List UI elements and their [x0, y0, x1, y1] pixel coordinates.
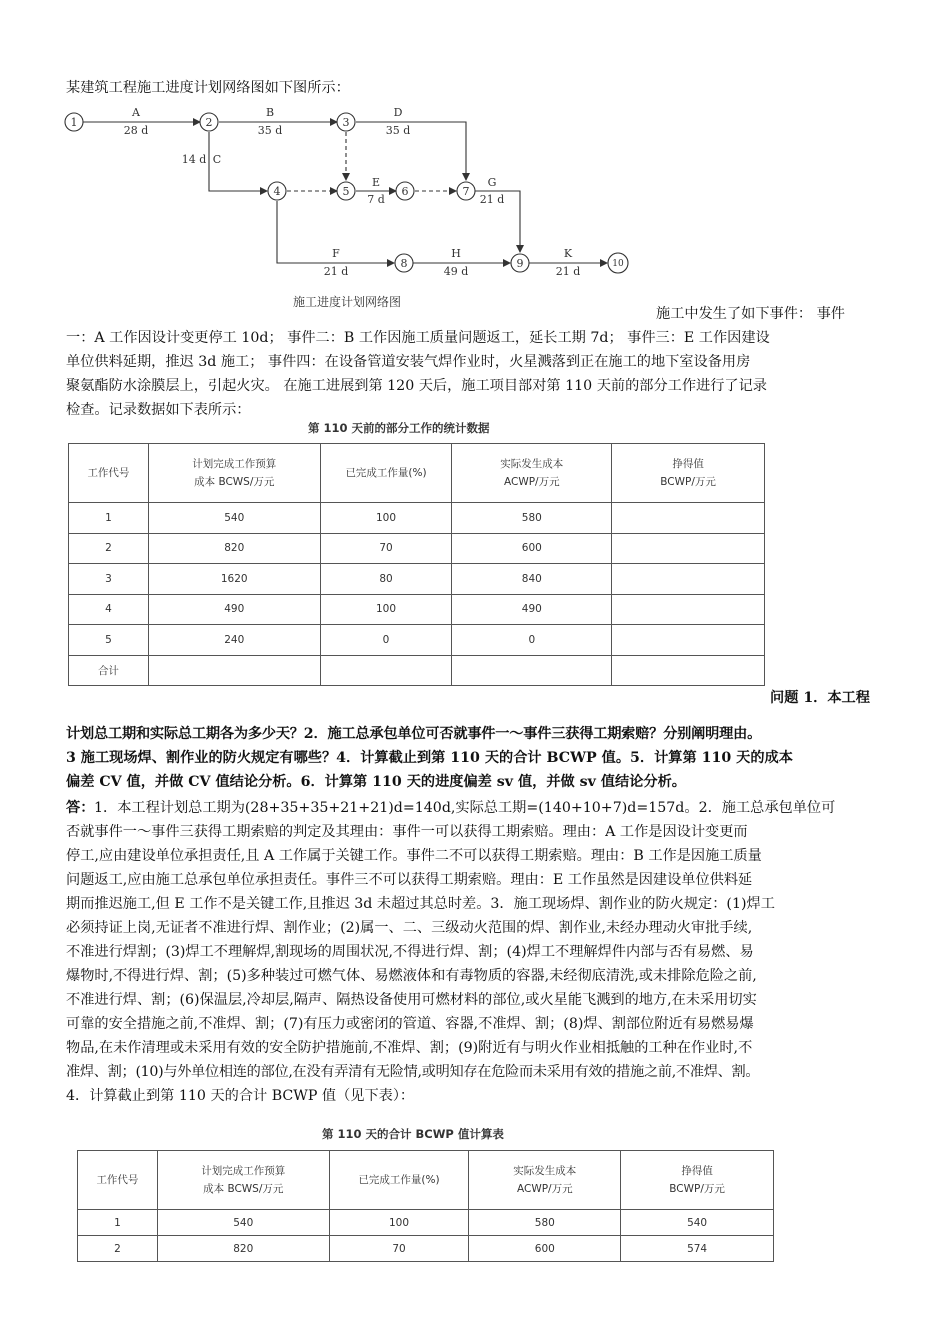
answer-line-9: 可靠的安全措施之前,不准焊、割；(7)有压力或密闭的管道、容器,不准焊、割；(8)焊、割部位附近有易燃易爆 [66, 1016, 754, 1032]
activity-H-name: H [451, 247, 461, 260]
node-label-10: 10 [612, 259, 624, 269]
questions-line-2: 3 施工现场焊、割作业的防火规定有哪些？4．计算截止到第 110 天的合计 BCWP 值。5．计算第 110 天的成本 [66, 750, 793, 766]
activity-G-duration: 21 d [479, 193, 505, 206]
table1-cell: 80 [320, 564, 452, 595]
questions-line-3: 偏差 CV 值，并做 CV 值结论分析。6．计算第 110 天的进度偏差 sv 值，并做 sv 值结论分析。 [66, 774, 686, 790]
answer-line-7: 爆物时,不得进行焊、割；(5)多种装过可燃气体、易燃液体和有毒物质的容器,未经彻底清洗,或未排除危险之前, [66, 968, 757, 984]
table2-header: 工作代号 [78, 1151, 158, 1210]
node-label-7: 7 [462, 185, 470, 198]
node-label-8: 8 [400, 257, 408, 270]
table1-cell: 4 [69, 594, 149, 625]
table2-cell: 2 [78, 1236, 158, 1262]
table1-title: 第 110 天前的部分工作的统计数据 [308, 421, 490, 435]
activity-C-duration: 14 d [181, 153, 207, 166]
node-label-2: 2 [205, 116, 213, 129]
table1-header: 挣得值 BCWP/万元 [612, 444, 765, 503]
table1-cell: 840 [452, 564, 612, 595]
table1-header: 计划完成工作预算 成本 BCWS/万元 [148, 444, 320, 503]
answer-line-3: 问题返工,应由施工总承包单位承担责任。事件三不可以获得工期索赔。理由：E 工作虽然是因建设单位供料延 [66, 872, 753, 888]
table1-cell [612, 564, 765, 595]
activity-E-duration: 7 d [367, 193, 385, 206]
table2-cell: 70 [329, 1236, 469, 1262]
table1-row [69, 655, 765, 686]
answer-line-0: 1．本工程计划总工期为(28+35+35+21+21)d=140d,实际总工期=(140+10+7)d=157d。2．施工总承包单位可 [94, 800, 836, 816]
activity-H-duration: 49 d [443, 265, 469, 278]
table1-cell [612, 655, 765, 686]
table1-cell: 0 [452, 625, 612, 656]
table1-cell: 490 [452, 594, 612, 625]
activity-E-name: E [371, 176, 381, 189]
table1-cell: 580 [452, 503, 612, 534]
activity-F-name: F [332, 247, 340, 260]
arrow-D [356, 122, 466, 180]
node-label-1: 1 [70, 116, 78, 129]
answer-line-2: 停工,应由建设单位承担责任,且 A 工作属于关键工作。事件二不可以获得工期索赔。理由：B 工作是因施工质量 [66, 848, 762, 864]
table1-cell [612, 533, 765, 564]
answer-line-8: 不准进行焊、割；(6)保温层,冷却层,隔声、隔热设备使用可燃材料的部位,或火星能飞溅到的地方,在未采用切实 [66, 992, 757, 1008]
table2-header: 实际发生成本 ACWP/万元 [469, 1151, 621, 1210]
events-line-4: 检查。记录数据如下表所示： [66, 402, 251, 418]
node-label-4: 4 [273, 185, 281, 198]
table1-cell: 1 [69, 503, 149, 534]
activity-K-name: K [563, 247, 573, 260]
table2-cell: 100 [329, 1210, 469, 1236]
answer-line-10: 物品,在未作清理或未采用有效的安全防护措施前,不准焊、割；(9)附近有与明火作业相抵触的工种在作业时,不 [66, 1040, 753, 1056]
activity-C-name: C [212, 153, 222, 166]
table1-cell: 240 [148, 625, 320, 656]
table1-row [69, 564, 765, 595]
table1-cell: 1620 [148, 564, 320, 595]
table1-cell: 2 [69, 533, 149, 564]
table2-title: 第 110 天的合计 BCWP 值计算表 [322, 1127, 504, 1141]
activity-B-duration: 35 d [257, 124, 283, 137]
table1-cell: 100 [320, 503, 452, 534]
events-line-1: 一：A 工作因设计变更停工 10d； 事件二：B 工作因施工质量问题返工，延长工期 7d； 事件三：E 工作因建设 [66, 330, 770, 346]
table2-cell: 540 [157, 1210, 329, 1236]
table1-cell: 5 [69, 625, 149, 656]
table1 [68, 443, 765, 686]
table1-cell: 3 [69, 564, 149, 595]
table1-cell: 490 [148, 594, 320, 625]
table1-cell: 70 [320, 533, 452, 564]
node-label-9: 9 [516, 257, 524, 270]
table2-cell: 1 [78, 1210, 158, 1236]
table1-cell: 540 [148, 503, 320, 534]
answer-line-4: 期而推迟施工,但 E 工作不是关键工作,且推迟 3d 未超过其总时差。3．施工现场焊、割作业的防火规定：(1)焊工 [66, 896, 775, 912]
table1-cell [612, 594, 765, 625]
events-line-0: 施工中发生了如下事件： 事件 [656, 306, 845, 322]
table2-header: 计划完成工作预算 成本 BCWS/万元 [157, 1151, 329, 1210]
table2-header-row [78, 1151, 774, 1210]
activity-D-duration: 35 d [385, 124, 411, 137]
table1-cell [452, 655, 612, 686]
answer-line-5: 必须持证上岗,无证者不准进行焊、割作业；(2)属一、二、三级动火范围的焊、割作业,未经办理动火审批手续, [66, 920, 753, 936]
table1-cell [148, 655, 320, 686]
table1-cell [320, 655, 452, 686]
table1-row [69, 533, 765, 564]
answer-line-12: 4．计算截止到第 110 天的合计 BCWP 值（见下表）： [66, 1088, 415, 1104]
answer-line-11: 准焊、割；(10)与外单位相连的部位,在没有弄清有无险情,或明知存在危险而未采用有效的措施之前,不准焊、割。 [66, 1064, 760, 1080]
table2-cell: 600 [469, 1236, 621, 1262]
node-label-3: 3 [342, 116, 350, 129]
answer-label: 答： [66, 800, 95, 816]
table2-cell: 574 [621, 1236, 774, 1262]
table1-cell: 600 [452, 533, 612, 564]
table1-row [69, 594, 765, 625]
table2-row [78, 1210, 774, 1236]
answer-line-1: 否就事件一～事件三获得工期索赔的判定及其理由：事件一可以获得工期索赔。理由：A 工作是因设计变更而 [66, 824, 748, 840]
table1-header-row [69, 444, 765, 503]
table1-row [69, 503, 765, 534]
node-label-5: 5 [342, 185, 350, 198]
table2-header: 挣得值 BCWP/万元 [621, 1151, 774, 1210]
table2 [77, 1150, 774, 1262]
table1-row [69, 625, 765, 656]
activity-F-duration: 21 d [323, 265, 349, 278]
table1-header: 实际发生成本 ACWP/万元 [452, 444, 612, 503]
events-line-2: 单位供料延期，推迟 3d 施工； 事件四：在设备管道安装气焊作业时，火星溅落到正在施工的地下室设备用房 [66, 354, 751, 370]
table2-cell: 820 [157, 1236, 329, 1262]
answer-line-6: 不准进行焊割；(3)焊工不理解焊,割现场的周围状况,不得进行焊、割；(4)焊工不理解焊件内部与否有易燃、易 [66, 944, 754, 960]
table1-cell: 0 [320, 625, 452, 656]
table1-cell: 合计 [69, 655, 149, 686]
activity-D-name: D [393, 106, 403, 119]
table1-cell: 820 [148, 533, 320, 564]
table2-row [78, 1236, 774, 1262]
table1-cell [612, 625, 765, 656]
node-label-6: 6 [401, 185, 409, 198]
activity-G-name: G [487, 176, 497, 189]
table1-cell: 100 [320, 594, 452, 625]
network-diagram [60, 100, 640, 318]
table1-header: 工作代号 [69, 444, 149, 503]
activity-A-duration: 28 d [123, 124, 149, 137]
table2-cell: 540 [621, 1210, 774, 1236]
table1-header: 已完成工作量(%) [320, 444, 452, 503]
table2-header: 已完成工作量(%) [329, 1151, 469, 1210]
activity-B-name: B [265, 106, 275, 119]
activity-K-duration: 21 d [555, 265, 581, 278]
intro-text: 某建筑工程施工进度计划网络图如下图所示： [66, 80, 350, 96]
questions-line-1: 计划总工期和实际总工期各为多少天？2．施工总承包单位可否就事件一～事件三获得工期索赔？分别阐明理由。 [66, 726, 762, 742]
diagram-caption: 施工进度计划网络图 [292, 295, 402, 309]
table2-cell: 580 [469, 1210, 621, 1236]
activity-A-name: A [132, 106, 140, 119]
events-line-3: 聚氨酯防水涂膜层上，引起火灾。 在施工进展到第 120 天后，施工项目部对第 110 天前的部分工作进行了记录 [66, 378, 767, 394]
table1-cell [612, 503, 765, 534]
questions-line-0: 问题 1．本工程 [770, 690, 870, 706]
